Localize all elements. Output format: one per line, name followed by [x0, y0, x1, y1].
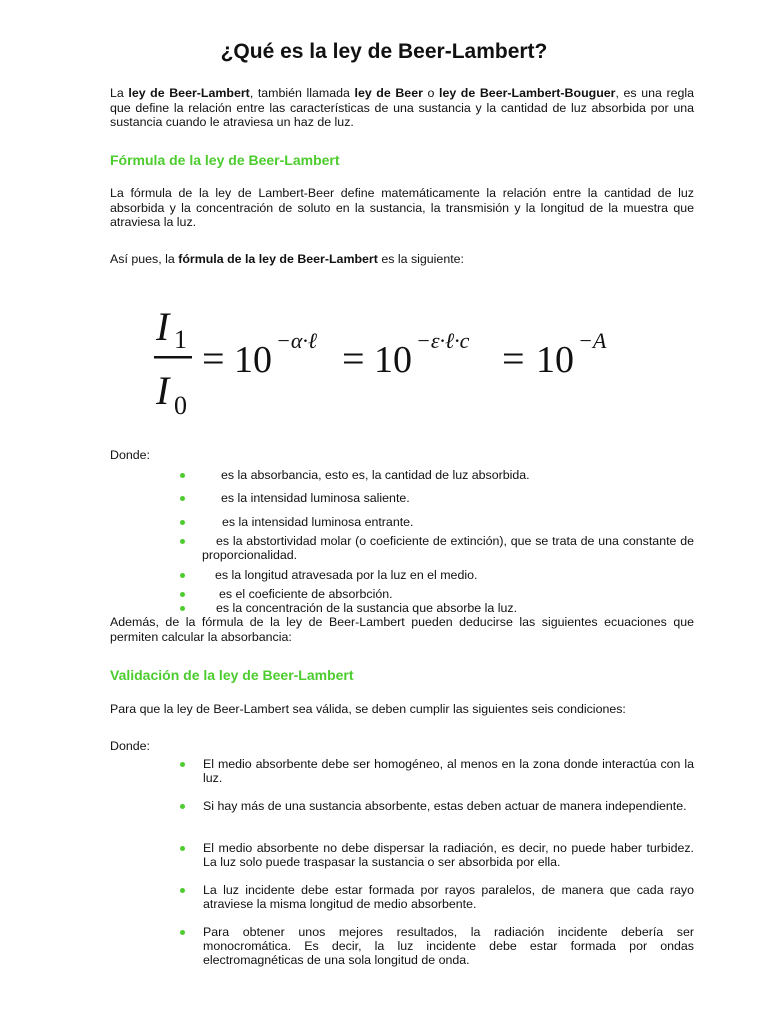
list-item: es el coeficiente de absorbción.: [219, 587, 393, 601]
bullet-icon: [180, 930, 185, 935]
intro-text: , también llamada: [249, 86, 355, 100]
formula-equals-2: =: [342, 336, 365, 381]
bullet-icon: [180, 846, 185, 851]
formula-sub0: 0: [174, 391, 187, 420]
list-item: es la intensidad luminosa entrante.: [222, 515, 414, 529]
beer-lambert-formula: [152, 296, 622, 420]
donde-label-2: Donde:: [110, 739, 150, 753]
list-item: El medio absorbente no debe dispersar la radiación, es decir, no puede haber turbidez. La luz solo puede traspasar la sustancia o ser absorbida por ella.: [203, 841, 694, 869]
intro-text: o: [422, 86, 439, 100]
formula-exp-1: −α·ℓ: [276, 328, 318, 353]
bullet-icon: [180, 520, 185, 525]
formula-equals-1: =: [202, 336, 225, 381]
donde-label-1: Donde:: [110, 448, 150, 462]
bullet-icon: [180, 804, 185, 809]
formula-equals-3: =: [502, 336, 525, 381]
formula-ten-2: 10: [374, 339, 412, 381]
formula-i1: I: [156, 304, 170, 349]
bullet-icon: [180, 473, 185, 478]
formula-i0: I: [156, 368, 170, 413]
intro-term-beer: ley de Beer: [354, 86, 423, 100]
formula-ten-1: 10: [234, 339, 272, 381]
bullet-icon: [180, 762, 185, 767]
formula-paragraph: La fórmula de la ley de Lambert-Beer define matemáticamente la relación entre la cantidad de luz absorbida y la concentración de soluto en la sustancia, la transmisión y la longitud de la muestra que atraviesa la luz.: [110, 186, 694, 229]
bullet-icon: [180, 573, 185, 578]
bullet-icon: [180, 606, 185, 611]
list-item: es la abstortividad molar (o coeficiente de extinción), que se trata de una constante de proporcionalidad.: [202, 534, 694, 562]
bullet-icon: [180, 496, 185, 501]
intro-term-beer-lambert-bouguer: ley de Beer-Lambert-Bouguer: [439, 86, 616, 100]
list-item: La luz incidente debe estar formada por rayos paralelos, de manera que cada rayo atraviese la misma longitud de medio absorbente.: [203, 883, 694, 911]
asi-paragraph: [110, 252, 694, 267]
asi-text: Así pues, la: [110, 252, 179, 266]
formula-exp-2: −ε·ℓ·c: [416, 328, 470, 353]
list-item: es la intensidad luminosa saliente.: [221, 491, 410, 505]
heading-formula: Fórmula de la ley de Beer-Lambert: [110, 152, 340, 168]
formula-fraction-bar: [154, 356, 192, 359]
asi-term: fórmula de la ley de Beer-Lambert: [178, 252, 378, 266]
formula-exp-3: −A: [578, 328, 607, 353]
list-item: El medio absorbente debe ser homogéneo, al menos en la zona donde interactúa con la luz.: [203, 757, 694, 785]
bullet-icon: [180, 592, 185, 597]
intro-term-beer-lambert: ley de Beer-Lambert: [128, 86, 250, 100]
bullet-icon: [180, 539, 185, 544]
intro-text: , es una regla que define la relación entre las características de una sustancia y la cantidad de luz absorbida por una sustancia cuando le atraviesa un haz de luz.: [110, 86, 695, 129]
formula-ten-3: 10: [536, 339, 574, 381]
validation-paragraph: Para que la ley de Beer-Lambert sea válida, se deben cumplir las siguientes seis condiciones:: [110, 702, 626, 716]
page-title: ¿Qué es la ley de Beer-Lambert?: [220, 40, 548, 63]
ademas-paragraph: Además, de la fórmula de la ley de Beer-Lambert pueden deducirse las siguientes ecuaciones que permiten calcular la absorbancia:: [110, 615, 694, 644]
list-item: es la longitud atravesada por la luz en el medio.: [215, 568, 478, 582]
list-item: Para obtener unos mejores resultados, la radiación incidente debería ser monocromática. Es decir, la luz incidente debe estar formada por ondas electromagnéticas de una sola longitud de onda.: [203, 925, 694, 967]
list-item: es la concentración de la sustancia que absorbe la luz.: [216, 601, 518, 615]
asi-text: es la siguiente:: [377, 252, 464, 266]
intro-paragraph: [110, 86, 694, 130]
intro-text: La: [110, 86, 129, 100]
bullet-icon: [180, 888, 185, 893]
list-item: Si hay más de una sustancia absorbente, estas deben actuar de manera independiente.: [203, 799, 687, 813]
formula-sub1: 1: [174, 325, 187, 354]
heading-validation: Validación de la ley de Beer-Lambert: [110, 667, 354, 683]
list-item: es la absorbancia, esto es, la cantidad de luz absorbida.: [221, 468, 530, 482]
